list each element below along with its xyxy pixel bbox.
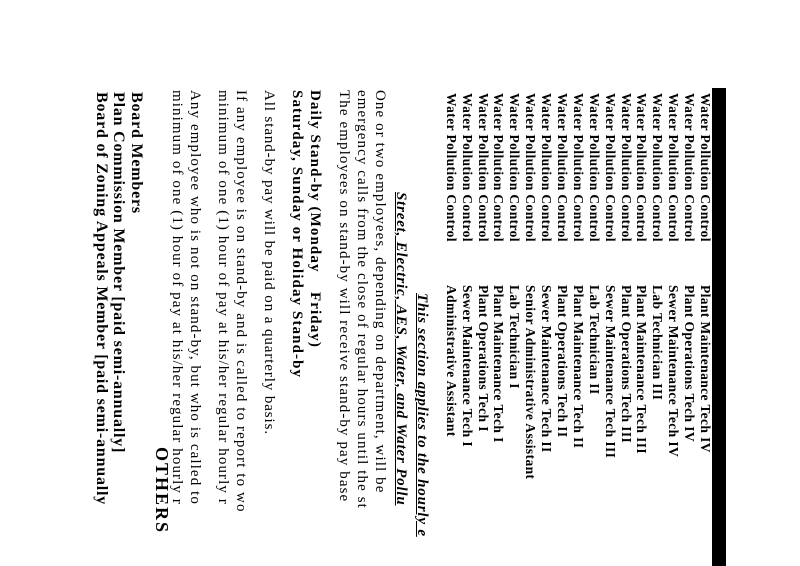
job-title-cell: Plant Operations Tech III [618,285,634,444]
paragraph-line: minimum of one (1) hour of pay at his/her regular hourly r [215,90,231,505]
department-cell: Water Pollution Control [634,93,650,242]
table-row [443,93,459,566]
department-cell: Water Pollution Control [682,93,698,242]
daily-standby-line: Daily Stand-by (Monday Friday) [307,90,323,348]
department-cell: Water Pollution Control [602,93,618,242]
board-line: Board Members [128,92,145,214]
table-row [459,93,475,566]
others-heading: OTHERS [152,447,172,535]
table-row [681,93,697,566]
table-row [649,93,665,566]
table-row [522,93,538,566]
department-cell: Water Pollution Control [554,93,570,242]
department-cell: Water Pollution Control [618,93,634,242]
job-title-cell: Lab Technician II [586,285,602,395]
job-title-cell: Plant Operations Tech II [554,285,570,438]
department-cell: Water Pollution Control [475,93,491,242]
job-title-cell: Sewer Maintenance Tech III [602,285,618,459]
department-cell: Water Pollution Control [666,93,682,242]
department-cell: Water Pollution Control [491,93,507,242]
job-title-cell: Plant Maintenance Tech III [634,285,650,455]
table-row [586,93,602,566]
table-row [618,93,634,566]
table-row [697,93,713,566]
scan-edge-artifact [712,88,726,566]
job-title-cell: Plant Maintenance Tech II [570,285,586,449]
section-heading-line-2: Street, Electric, AES, Water, and Water Pollu [393,192,409,506]
section-heading-line-1: This section applies to the hourly e [414,293,430,537]
table-row [506,93,522,566]
table-row [602,93,618,566]
table-row [554,93,570,566]
paragraph-line: emergency calls from the close of regular hours until the st [354,90,370,509]
board-line: Plan Commission Member [paid semi-annually] [110,92,127,454]
job-title-cell: Plant Maintenance Tech IV [698,285,713,453]
department-cell: Water Pollution Control [523,93,539,242]
job-title-cell: Senior Administrative Assistant [523,285,539,480]
paragraph-line: Any employee who is not on stand-by, but who is called to [187,90,203,506]
department-cell: Water Pollution Control [507,93,523,242]
table-row [665,93,681,566]
job-title-cell: Administrative Assistant [443,285,459,437]
job-title-cell: Plant Operations Tech IV [682,285,698,442]
board-line: Board of Zoning Appeals Member [paid semi-annually [93,92,110,506]
job-title-cell: Plant Operations Tech I [475,285,491,432]
job-title-cell: Sewer Maintenance Tech I [459,285,475,447]
job-title-cell: Lab Technician III [650,285,666,401]
paragraph-line: minimum of one (1) hour of pay at his/her regular hourly r [169,90,185,505]
job-title-cell: Plant Maintenance Tech I [491,285,507,443]
department-cell: Water Pollution Control [539,93,555,242]
paragraph-line: One or two employees, depending on department, will be [372,90,388,494]
weekend-standby-line: Saturday, Sunday or Holiday Stand-by [289,90,305,379]
department-cell: Water Pollution Control [650,93,666,242]
pay-table [443,93,713,566]
paragraph-line: The employees on stand-by will receive stand-by pay base [336,90,352,503]
department-cell: Water Pollution Control [586,93,602,242]
job-title-cell: Sewer Maintenance Tech II [539,285,555,453]
job-title-cell: Lab Technician I [507,285,523,389]
table-row [634,93,650,566]
table-row [491,93,507,566]
table-row [570,93,586,566]
quarterly-pay-line: All stand-by pay will be paid on a quarterly basis. [261,90,277,435]
department-cell: Water Pollution Control [570,93,586,242]
job-title-cell: Sewer Maintenance Tech IV [666,285,682,458]
department-cell: Water Pollution Control [698,93,713,242]
paragraph-line: If any employee is on stand-by and is called to report to wo [233,90,249,513]
table-row [538,93,554,566]
department-cell: Water Pollution Control [459,93,475,242]
department-cell: Water Pollution Control [443,93,459,242]
table-row [475,93,491,566]
